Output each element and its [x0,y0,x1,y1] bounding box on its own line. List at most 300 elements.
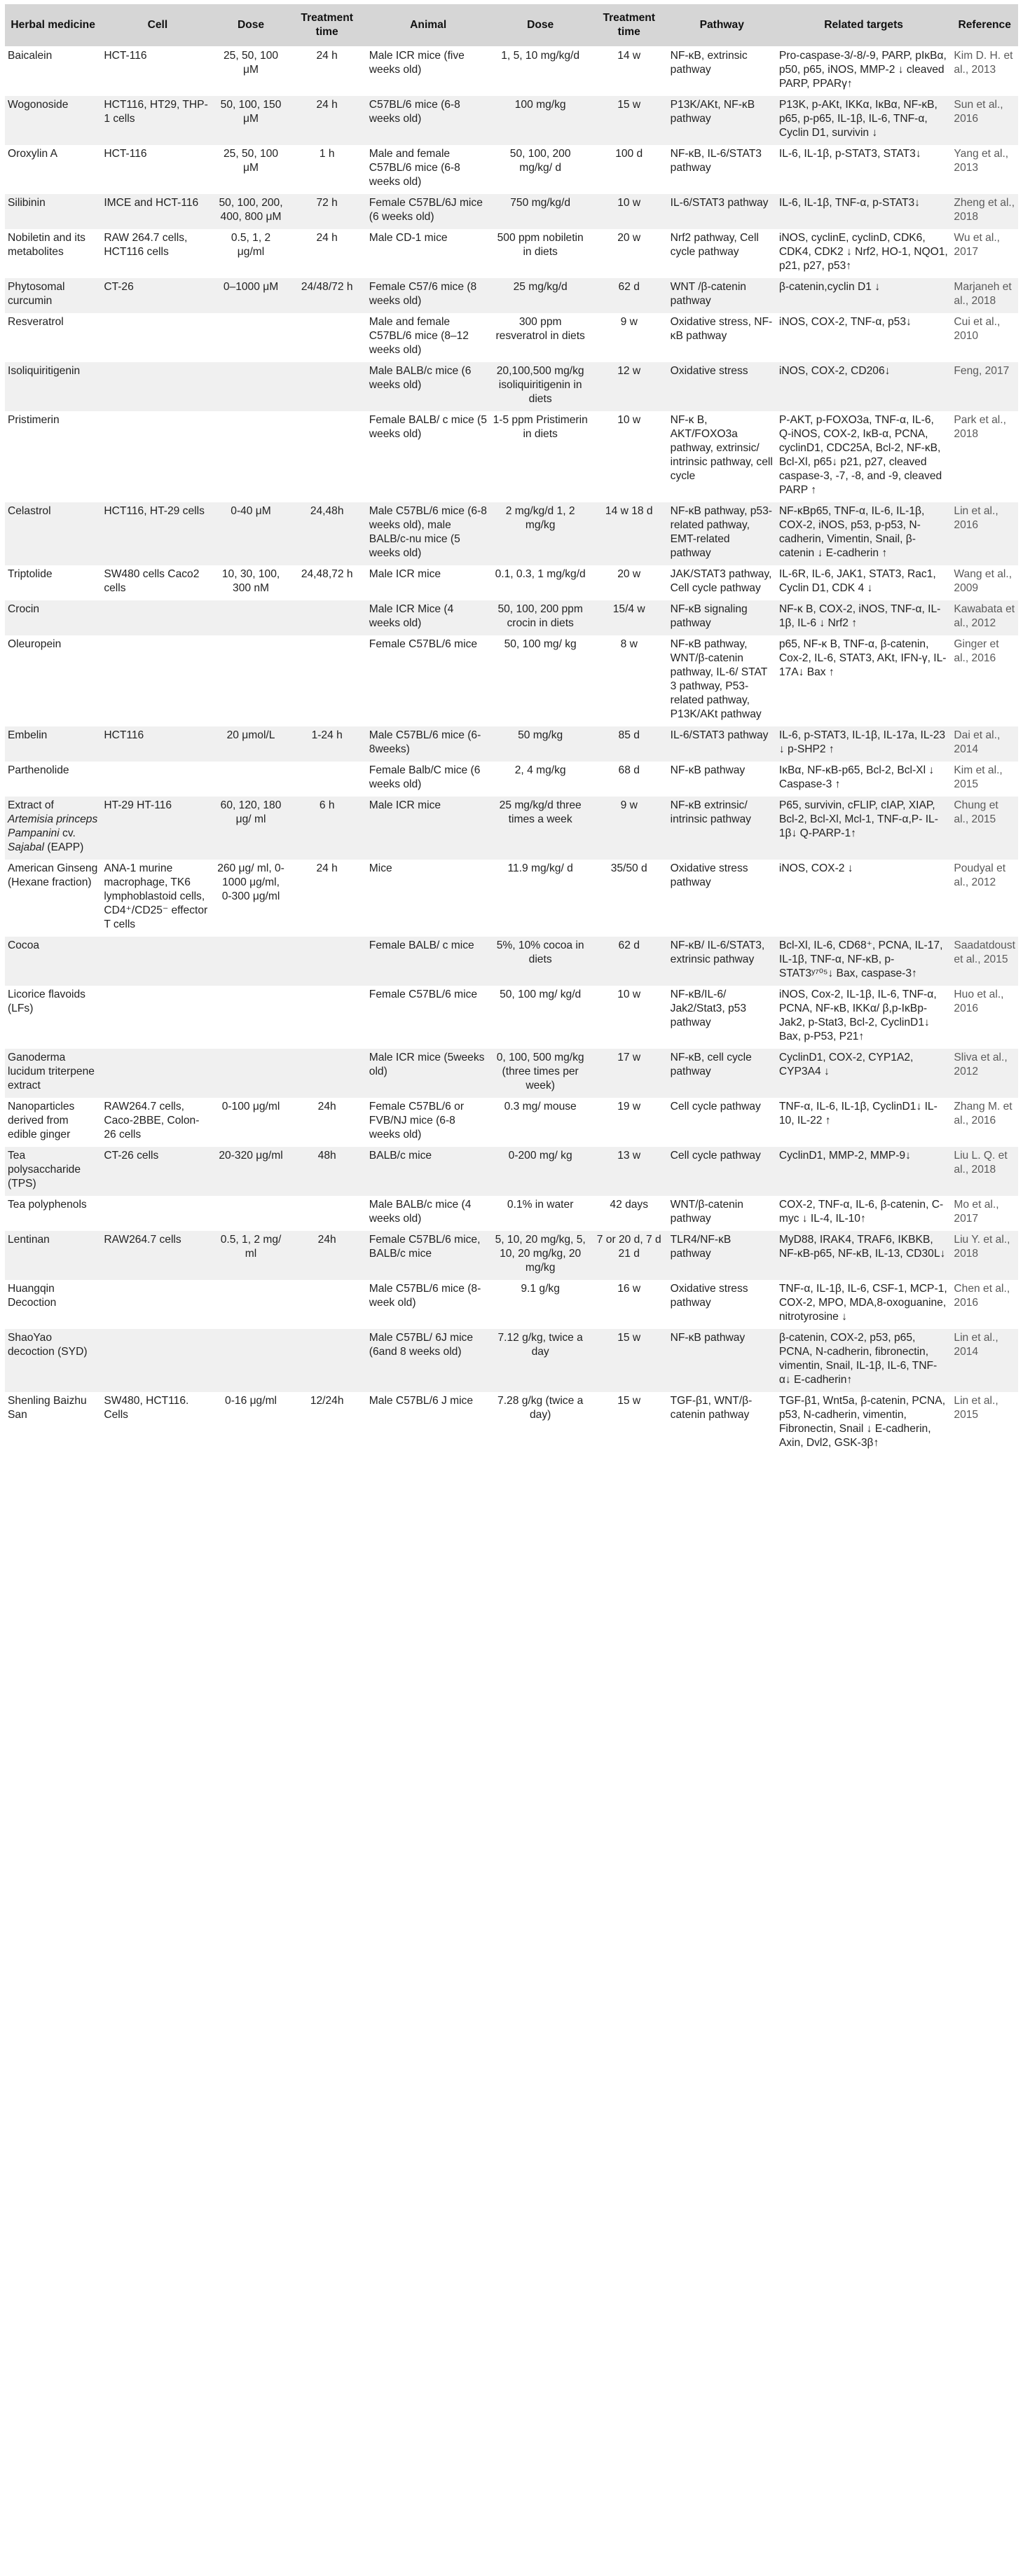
in-vitro-time-cell [288,1196,366,1231]
herbal-medicine-cell: ShaoYao decoction (SYD) [5,1329,101,1392]
in-vivo-time-cell: 9 w [591,797,668,860]
animal-cell: Female C57/6 mice (8 weeks old) [366,278,490,313]
in-vivo-dose-cell: 9.1 g/kg [490,1280,591,1329]
in-vitro-dose-cell: 60, 120, 180 μg/ ml [214,797,288,860]
animal-cell: Female C57BL/6 mice, BALB/c mice [366,1231,490,1280]
herbal-medicine-cell: Parthenolide [5,762,101,797]
in-vivo-time-cell: 10 w [591,411,668,502]
animal-cell: Male CD-1 mice [366,229,490,278]
herbal-medicine-cell: Huangqin Decoction [5,1280,101,1329]
reference-cell: Ginger et al., 2016 [951,635,1018,726]
table-body [5,47,1018,1456]
in-vitro-dose-cell [214,1280,288,1329]
cell-line-cell: SW480 cells Caco2 cells [101,565,214,600]
in-vitro-time-cell: 72 h [288,194,366,229]
herbal-medicine-cell: Wogonoside [5,96,101,145]
in-vitro-dose-cell [214,986,288,1049]
pathway-cell: Oxidative stress [668,362,776,411]
cell-line-cell: HCT116 [101,726,214,762]
animal-cell: Male ICR mice (five weeks old) [366,47,490,97]
in-vivo-time-cell: 14 w [591,47,668,97]
cell-line-cell [101,762,214,797]
in-vivo-time-cell: 15 w [591,1392,668,1455]
animal-cell: Female BALB/ c mice (5 weeks old) [366,411,490,502]
reference-cell: Liu L. Q. et al., 2018 [951,1147,1018,1196]
in-vitro-dose-cell [214,762,288,797]
herbal-medicine-cell: American Ginseng (Hexane fraction) [5,860,101,937]
in-vitro-time-cell [288,1049,366,1098]
in-vitro-time-cell: 12/24h [288,1392,366,1455]
in-vivo-dose-cell: 0.3 mg/ mouse [490,1098,591,1147]
cell-line-cell [101,635,214,726]
related-targets-cell: Bcl-Xl, IL-6, CD68⁺, PCNA, IL-17, IL-1β, TNF-α, NF-κB, p-STAT3ʸ⁷⁰⁵↓ Bax, caspase-3↑ [776,937,952,986]
related-targets-cell: β-catenin, COX-2, p53, p65, PCNA, N-cadherin, fibronectin, vimentin, Snail, IL-1β, IL-6, TNF-α↓ E-cadherin↑ [776,1329,952,1392]
related-targets-cell: iNOS, COX-2, TNF-α, p53↓ [776,313,952,362]
reference-cell: Lin et al., 2016 [951,502,1018,565]
in-vivo-time-cell: 100 d [591,145,668,194]
in-vivo-time-cell: 12 w [591,362,668,411]
column-header: Treatment time [288,4,366,47]
reference-cell: Dai et al., 2014 [951,726,1018,762]
related-targets-cell: IL-6, IL-1β, p-STAT3, STAT3↓ [776,145,952,194]
pathway-cell: P13K/AKt, NF-κB pathway [668,96,776,145]
related-targets-cell: Pro-caspase-3/-8/-9, PARP, pIκBα, p50, p65, iNOS, MMP-2 ↓ cleaved PARP, PPARγ↑ [776,47,952,97]
in-vitro-time-cell [288,600,366,635]
related-targets-cell: IL-6, IL-1β, TNF-α, p-STAT3↓ [776,194,952,229]
reference-cell: Chung et al., 2015 [951,797,1018,860]
herbal-medicine-cell: Celastrol [5,502,101,565]
in-vivo-dose-cell: 50, 100, 200 mg/kg/ d [490,145,591,194]
in-vivo-time-cell: 10 w [591,986,668,1049]
herbal-medicine-cell: Triptolide [5,565,101,600]
in-vivo-time-cell: 14 w 18 d [591,502,668,565]
reference-cell: Poudyal et al., 2012 [951,860,1018,937]
herbal-medicine-cell: Nanoparticles derived from edible ginger [5,1098,101,1147]
animal-cell: Male and female C57BL/6 mice (8–12 weeks old) [366,313,490,362]
cell-line-cell: ANA-1 murine macrophage, TK6 lymphoblastoid cells, CD4⁺/CD25⁻ effector T cells [101,860,214,937]
animal-cell: Female BALB/ c mice [366,937,490,986]
in-vivo-dose-cell: 500 ppm nobiletin in diets [490,229,591,278]
pathway-cell: NF-κB pathway, WNT/β-catenin pathway, IL-6/ STAT 3 pathway, P53-related pathway, P13K/AKt pathway [668,635,776,726]
reference-cell: Wang et al., 2009 [951,565,1018,600]
herbal-medicine-cell: Nobiletin and its metabolites [5,229,101,278]
reference-cell: Mo et al., 2017 [951,1196,1018,1231]
table-row [5,194,1018,229]
related-targets-cell: IL-6, p-STAT3, IL-1β, IL-17a, IL-23 ↓ p-SHP2 ↑ [776,726,952,762]
in-vivo-time-cell: 68 d [591,762,668,797]
table-row [5,762,1018,797]
in-vivo-dose-cell: 750 mg/kg/d [490,194,591,229]
table-row [5,1329,1018,1392]
in-vitro-dose-cell: 50, 100, 150 μM [214,96,288,145]
reference-cell: Kim et al., 2015 [951,762,1018,797]
table-row [5,1196,1018,1231]
in-vitro-time-cell: 24 h [288,860,366,937]
pathway-cell: Nrf2 pathway, Cell cycle pathway [668,229,776,278]
in-vivo-dose-cell: 300 ppm resveratrol in diets [490,313,591,362]
herbal-medicine-cell: Ganoderma lucidum triterpene extract [5,1049,101,1098]
animal-cell: Female C57BL/6J mice (6 weeks old) [366,194,490,229]
herbal-medicine-cell: Shenling Baizhu San [5,1392,101,1455]
in-vitro-dose-cell [214,1196,288,1231]
column-header: Animal [366,4,490,47]
in-vivo-time-cell: 17 w [591,1049,668,1098]
cell-line-cell: RAW 264.7 cells, HCT116 cells [101,229,214,278]
column-header: Pathway [668,4,776,47]
in-vivo-time-cell: 15/4 w [591,600,668,635]
cell-line-cell [101,1196,214,1231]
animal-cell: Male C57BL/6 mice (6-8weeks) [366,726,490,762]
column-header: Cell [101,4,214,47]
cell-line-cell [101,937,214,986]
animal-cell: Male and female C57BL/6 mice (6-8 weeks old) [366,145,490,194]
cell-line-cell: CT-26 [101,278,214,313]
reference-cell: Zhang M. et al., 2016 [951,1098,1018,1147]
in-vivo-time-cell: 19 w [591,1098,668,1147]
herbal-medicine-cell: Tea polyphenols [5,1196,101,1231]
column-header: Reference [951,4,1018,47]
pathway-cell: IL-6/STAT3 pathway [668,726,776,762]
in-vivo-dose-cell: 7.12 g/kg, twice a day [490,1329,591,1392]
in-vivo-dose-cell: 5%, 10% cocoa in diets [490,937,591,986]
pathway-cell: NF-κB/ IL-6/STAT3, extrinsic pathway [668,937,776,986]
cell-line-cell: SW480, HCT116. Cells [101,1392,214,1455]
in-vitro-time-cell [288,937,366,986]
pathway-cell: NF-κB pathway [668,762,776,797]
in-vitro-time-cell: 6 h [288,797,366,860]
in-vivo-dose-cell: 7.28 g/kg (twice a day) [490,1392,591,1455]
in-vivo-dose-cell: 0.1% in water [490,1196,591,1231]
in-vitro-dose-cell: 0–1000 μM [214,278,288,313]
related-targets-cell: TNF-α, IL-6, IL-1β, CyclinD1↓ IL-10, IL-22 ↑ [776,1098,952,1147]
animal-cell: Male ICR Mice (4 weeks old) [366,600,490,635]
in-vivo-time-cell: 13 w [591,1147,668,1196]
in-vivo-time-cell: 16 w [591,1280,668,1329]
reference-cell: Saadatdoust et al., 2015 [951,937,1018,986]
cell-line-cell: HCT-116 [101,145,214,194]
in-vivo-time-cell: 42 days [591,1196,668,1231]
pathway-cell: NF-κB/IL-6/ Jak2/Stat3, p53 pathway [668,986,776,1049]
in-vitro-time-cell: 24,48h [288,502,366,565]
herbal-medicine-table [5,4,1018,1455]
pathway-cell: WNT/β-catenin pathway [668,1196,776,1231]
reference-cell: Park et al., 2018 [951,411,1018,502]
in-vitro-time-cell: 24/48/72 h [288,278,366,313]
table-row [5,1147,1018,1196]
in-vivo-dose-cell: 1, 5, 10 mg/kg/d [490,47,591,97]
in-vitro-time-cell: 1-24 h [288,726,366,762]
cell-line-cell: HT-29 HT-116 [101,797,214,860]
animal-cell: Male ICR mice [366,565,490,600]
cell-line-cell [101,411,214,502]
in-vivo-dose-cell: 11.9 mg/kg/ d [490,860,591,937]
in-vitro-dose-cell [214,635,288,726]
table-row [5,145,1018,194]
herbal-medicine-cell: Resveratrol [5,313,101,362]
pathway-cell: Oxidative stress pathway [668,860,776,937]
in-vitro-time-cell: 24 h [288,96,366,145]
in-vivo-dose-cell: 100 mg/kg [490,96,591,145]
table-row [5,726,1018,762]
herbal-medicine-cell: Lentinan [5,1231,101,1280]
related-targets-cell: iNOS, cyclinE, cyclinD, CDK6, CDK4, CDK2 ↓ Nrf2, HO-1, NQO1, p21, p27, p53↑ [776,229,952,278]
column-header: Treatment time [591,4,668,47]
related-targets-cell: p65, NF-κ B, TNF-α, β-catenin, Cox-2, IL-6, STAT3, AKt, IFN-γ, IL-17A↓ Bax ↑ [776,635,952,726]
reference-cell: Kawabata et al., 2012 [951,600,1018,635]
in-vitro-dose-cell: 20-320 μg/ml [214,1147,288,1196]
in-vivo-dose-cell: 1-5 ppm Pristimerin in diets [490,411,591,502]
pathway-cell: NF-κB, cell cycle pathway [668,1049,776,1098]
in-vitro-time-cell: 24h [288,1098,366,1147]
herbal-medicine-cell: Crocin [5,600,101,635]
table-row [5,362,1018,411]
pathway-cell: TGF-β1, WNT/β-catenin pathway [668,1392,776,1455]
herbal-medicine-cell: Cocoa [5,937,101,986]
cell-line-cell: HCT116, HT-29 cells [101,502,214,565]
in-vitro-dose-cell: 20 μmol/L [214,726,288,762]
in-vitro-time-cell [288,986,366,1049]
animal-cell: Male ICR mice (5weeks old) [366,1049,490,1098]
in-vivo-time-cell: 15 w [591,96,668,145]
table-row [5,986,1018,1049]
reference-cell: Chen et al., 2016 [951,1280,1018,1329]
reference-cell: Marjaneh et al., 2018 [951,278,1018,313]
in-vitro-time-cell [288,362,366,411]
reference-cell: Huo et al., 2016 [951,986,1018,1049]
pathway-cell: Cell cycle pathway [668,1147,776,1196]
in-vitro-dose-cell: 10, 30, 100, 300 nM [214,565,288,600]
pathway-cell: NF-κB extrinsic/ intrinsic pathway [668,797,776,860]
pathway-cell: NF-κB pathway [668,1329,776,1392]
related-targets-cell: iNOS, Cox-2, IL-1β, IL-6, TNF-α, PCNA, NF-κB, IKKα/ β,p-IκBp-Jak2, p-Stat3, Bcl-2, CyclinD1↓ Bax, p-P53, P21↑ [776,986,952,1049]
table-row [5,565,1018,600]
column-header: Dose [490,4,591,47]
reference-cell: Yang et al., 2013 [951,145,1018,194]
pathway-cell: TLR4/NF-κB pathway [668,1231,776,1280]
in-vivo-dose-cell: 50, 100, 200 ppm crocin in diets [490,600,591,635]
in-vitro-dose-cell [214,411,288,502]
in-vivo-dose-cell: 5, 10, 20 mg/kg, 5, 10, 20 mg/kg, 20 mg/kg [490,1231,591,1280]
related-targets-cell: TNF-α, IL-1β, IL-6, CSF-1, MCP-1, COX-2, MPO, MDA,8-oxoguanine, nitrotyrosine ↓ [776,1280,952,1329]
in-vitro-time-cell: 48h [288,1147,366,1196]
pathway-cell: IL-6/STAT3 pathway [668,194,776,229]
related-targets-cell: NF-κ B, COX-2, iNOS, TNF-α, IL-1β, IL-6 ↓ Nrf2 ↑ [776,600,952,635]
in-vivo-dose-cell: 0-200 mg/ kg [490,1147,591,1196]
reference-cell: Lin et al., 2015 [951,1392,1018,1455]
reference-cell: Sun et al., 2016 [951,96,1018,145]
reference-cell: Sliva et al., 2012 [951,1049,1018,1098]
animal-cell: Male BALB/c mice (6 weeks old) [366,362,490,411]
in-vitro-dose-cell [214,1329,288,1392]
animal-cell: Mice [366,860,490,937]
cell-line-cell: HCT-116 [101,47,214,97]
column-header: Dose [214,4,288,47]
animal-cell: Male C57BL/6 J mice [366,1392,490,1455]
reference-cell: Lin et al., 2014 [951,1329,1018,1392]
cell-line-cell: RAW264.7 cells, Caco-2BBE, Colon-26 cells [101,1098,214,1147]
pathway-cell: Cell cycle pathway [668,1098,776,1147]
table-row [5,1280,1018,1329]
animal-cell: Male BALB/c mice (4 weeks old) [366,1196,490,1231]
in-vivo-time-cell: 15 w [591,1329,668,1392]
cell-line-cell: CT-26 cells [101,1147,214,1196]
table-row [5,600,1018,635]
in-vitro-dose-cell [214,1049,288,1098]
in-vitro-time-cell: 1 h [288,145,366,194]
animal-cell: Male ICR mice [366,797,490,860]
herbal-medicine-cell: Embelin [5,726,101,762]
pathway-cell: Oxidative stress pathway [668,1280,776,1329]
in-vivo-dose-cell: 2, 4 mg/kg [490,762,591,797]
cell-line-cell [101,1329,214,1392]
related-targets-cell: β-catenin,cyclin D1 ↓ [776,278,952,313]
herbal-medicine-cell: Licorice flavoids (LFs) [5,986,101,1049]
table-row [5,313,1018,362]
pathway-cell: NF-κB signaling pathway [668,600,776,635]
column-header: Herbal medicine [5,4,101,47]
in-vitro-time-cell: 24,48,72 h [288,565,366,600]
table-row [5,1049,1018,1098]
herbal-medicine-cell: Pristimerin [5,411,101,502]
herbal-medicine-cell: Phytosomal curcumin [5,278,101,313]
herbal-medicine-cell: Silibinin [5,194,101,229]
table-row [5,47,1018,97]
in-vivo-dose-cell: 25 mg/kg/d three times a week [490,797,591,860]
pathway-cell: NF-κB, extrinsic pathway [668,47,776,97]
in-vivo-dose-cell: 50 mg/kg [490,726,591,762]
in-vitro-time-cell [288,635,366,726]
related-targets-cell: iNOS, COX-2 ↓ [776,860,952,937]
in-vitro-time-cell [288,411,366,502]
cell-line-cell: HCT116, HT29, THP-1 cells [101,96,214,145]
table-row [5,1098,1018,1147]
in-vitro-time-cell [288,1280,366,1329]
in-vitro-dose-cell: 0-100 μg/ml [214,1098,288,1147]
pathway-cell: JAK/STAT3 pathway, Cell cycle pathway [668,565,776,600]
animal-cell: Female Balb/C mice (6 weeks old) [366,762,490,797]
in-vivo-dose-cell: 50, 100 mg/ kg [490,635,591,726]
table-row [5,635,1018,726]
animal-cell: Male C57BL/6 mice (6-8 weeks old), male BALB/c-nu mice (5 weeks old) [366,502,490,565]
header-row [5,4,1018,47]
table-row [5,229,1018,278]
table-row [5,1231,1018,1280]
in-vivo-time-cell: 20 w [591,565,668,600]
animal-cell: Female C57BL/6 mice [366,986,490,1049]
reference-cell: Cui et al., 2010 [951,313,1018,362]
in-vivo-time-cell: 7 or 20 d, 7 d 21 d [591,1231,668,1280]
in-vitro-time-cell: 24 h [288,47,366,97]
table-row [5,1392,1018,1455]
in-vitro-dose-cell: 260 μg/ ml, 0- 1000 μg/ml, 0-300 μg/ml [214,860,288,937]
reference-cell: Liu Y. et al., 2018 [951,1231,1018,1280]
in-vitro-time-cell: 24 h [288,229,366,278]
animal-cell: BALB/c mice [366,1147,490,1196]
in-vivo-dose-cell: 50, 100 mg/ kg/d [490,986,591,1049]
pathway-cell: NF-κ B, AKT/FOXO3a pathway, extrinsic/ intrinsic pathway, cell cycle [668,411,776,502]
in-vivo-dose-cell: 25 mg/kg/d [490,278,591,313]
cell-line-cell [101,313,214,362]
cell-line-cell [101,362,214,411]
table-row [5,937,1018,986]
cell-line-cell: IMCE and HCT-116 [101,194,214,229]
related-targets-cell: P-AKT, p-FOXO3a, TNF-α, IL-6, Q-iNOS, COX-2, IκB-α, PCNA, cyclinD1, CDC25A, Bcl-2, NF-κB, Bcl-Xl, p65↓ p21, p27, cleaved caspase-3, -7, -8, and -9, cleaved PARP ↑ [776,411,952,502]
in-vivo-time-cell: 85 d [591,726,668,762]
in-vivo-time-cell: 35/50 d [591,860,668,937]
related-targets-cell: COX-2, TNF-α, IL-6, β-catenin, C-myc ↓ IL-4, IL-10↑ [776,1196,952,1231]
herbal-medicine-cell: Isoliquiritigenin [5,362,101,411]
pathway-cell: Oxidative stress, NF-κB pathway [668,313,776,362]
table-row [5,502,1018,565]
cell-line-cell [101,1280,214,1329]
in-vitro-dose-cell: 0.5, 1, 2 mg/ ml [214,1231,288,1280]
related-targets-cell: P13K, p-AKt, IKKα, IκBα, NF-κB, p65, p-p65, IL-1β, IL-6, TNF-α, Cyclin D1, survivin ↓ [776,96,952,145]
in-vitro-dose-cell: 0-40 μM [214,502,288,565]
in-vitro-dose-cell: 25, 50, 100 μM [214,145,288,194]
table-row [5,411,1018,502]
table-row [5,797,1018,860]
cell-line-cell [101,600,214,635]
in-vivo-time-cell: 62 d [591,937,668,986]
related-targets-cell: CyclinD1, MMP-2, MMP-9↓ [776,1147,952,1196]
related-targets-cell: TGF-β1, Wnt5a, β-catenin, PCNA, p53, N-cadherin, vimentin, Fibronectin, Snail ↓ E-cadherin, Axin, Dvl2, GSK-3β↑ [776,1392,952,1455]
herbal-medicine-cell: Oleuropein [5,635,101,726]
related-targets-cell: CyclinD1, COX-2, CYP1A2, CYP3A4 ↓ [776,1049,952,1098]
related-targets-cell: IκBα, NF-κB-p65, Bcl-2, Bcl-Xl ↓ Caspase-3 ↑ [776,762,952,797]
related-targets-cell: NF-κBp65, TNF-α, IL-6, IL-1β, COX-2, iNOS, p53, p-p53, N-cadherin, Vimentin, Snail, β-catenin ↓ E-cadherin ↑ [776,502,952,565]
in-vitro-dose-cell [214,937,288,986]
table-row [5,860,1018,937]
reference-cell: Zheng et al., 2018 [951,194,1018,229]
animal-cell: C57BL/6 mice (6-8 weeks old) [366,96,490,145]
herb-name-part: cv. [62,827,76,839]
pathway-cell: NF-κB, IL-6/STAT3 pathway [668,145,776,194]
in-vitro-time-cell [288,313,366,362]
reference-cell: Wu et al., 2017 [951,229,1018,278]
in-vivo-time-cell: 8 w [591,635,668,726]
in-vitro-dose-cell: 50, 100, 200, 400, 800 μM [214,194,288,229]
related-targets-cell: iNOS, COX-2, CD206↓ [776,362,952,411]
cell-line-cell [101,986,214,1049]
animal-cell: Male C57BL/6 mice (8-week old) [366,1280,490,1329]
herb-name-part: Artemisia princeps Pampanini [8,813,98,839]
in-vivo-dose-cell: 0, 100, 500 mg/kg (three times per week) [490,1049,591,1098]
in-vitro-dose-cell [214,600,288,635]
pathway-cell: NF-κB pathway, p53-related pathway, EMT-related pathway [668,502,776,565]
in-vivo-dose-cell: 2 mg/kg/d 1, 2 mg/kg [490,502,591,565]
cell-line-cell [101,1049,214,1098]
cell-line-cell: RAW264.7 cells [101,1231,214,1280]
herb-name-part: Sajabal [8,841,45,853]
in-vitro-dose-cell [214,313,288,362]
in-vitro-dose-cell: 0-16 μg/ml [214,1392,288,1455]
herbal-medicine-cell: Baicalein [5,47,101,97]
in-vivo-dose-cell: 20,100,500 mg/kg isoliquiritigenin in diets [490,362,591,411]
herbal-medicine-cell: Oroxylin A [5,145,101,194]
column-header: Related targets [776,4,952,47]
reference-cell: Feng, 2017 [951,362,1018,411]
in-vitro-time-cell [288,1329,366,1392]
reference-cell: Kim D. H. et al., 2013 [951,47,1018,97]
herb-name-part: Extract of [8,799,54,811]
related-targets-cell: MyD88, IRAK4, TRAF6, IKBKB, NF-κB-p65, NF-κB, IL-13, CD30L↓ [776,1231,952,1280]
pathway-cell: WNT /β-catenin pathway [668,278,776,313]
in-vivo-time-cell: 9 w [591,313,668,362]
in-vivo-dose-cell: 0.1, 0.3, 1 mg/kg/d [490,565,591,600]
in-vivo-time-cell: 20 w [591,229,668,278]
table-row [5,278,1018,313]
in-vitro-dose-cell: 25, 50, 100 μM [214,47,288,97]
